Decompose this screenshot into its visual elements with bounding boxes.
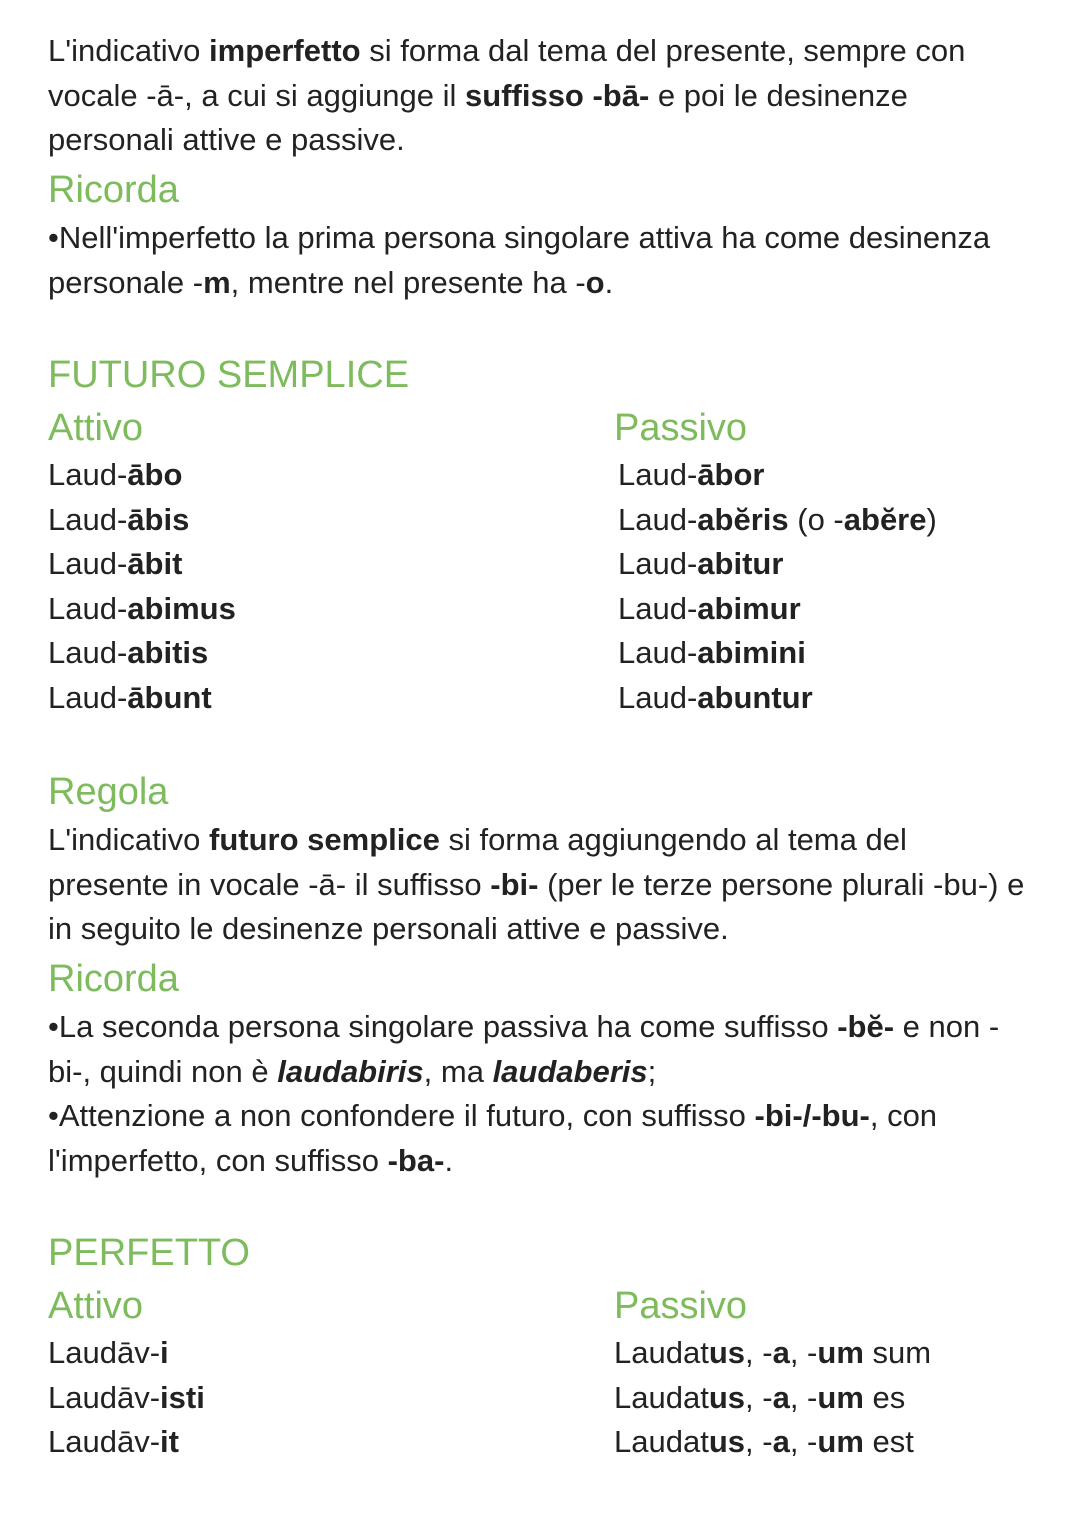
ending: abitur [697,546,784,582]
conjugation-row [48,631,208,676]
italic-term: laudabiris [277,1053,424,1089]
conjugation-row [614,1420,914,1465]
stem: Laud- [48,590,128,626]
ending: ābit [127,546,183,582]
ricorda-section-2 [48,955,1032,1183]
stem: (o - [788,501,844,537]
conjugation-row [614,1331,931,1376]
text: •La seconda persona singolare passiva ha come suffisso [48,1009,838,1044]
stem: ) [926,501,937,537]
conjugation-row [48,453,182,498]
ending: i [160,1335,169,1370]
stem: Laudat [614,1379,709,1415]
stem: , - [745,1335,773,1370]
futuro-active-label: Attivo [48,407,144,449]
perfetto-passive-label: Passivo [614,1285,748,1327]
regola-section [48,768,1032,952]
conjugation-row [614,1376,905,1421]
ending: abĕris [697,501,789,537]
stem: Laud- [618,546,698,582]
ending: us [708,1379,746,1415]
stem: Laud- [618,680,698,715]
ending: abimus [127,590,236,626]
ricorda-heading: Ricorda [48,169,179,211]
ending: um [817,1379,864,1415]
futuro-passive-label: Passivo [614,407,748,449]
text: e non -bi-, quindi non è [48,1009,1000,1089]
ending: a [772,1379,790,1415]
ending: isti [160,1379,205,1415]
stem: Laudāv- [48,1424,161,1460]
conjugation-row [48,1376,205,1421]
text: L'indicativo [48,33,210,68]
stem: es [863,1379,906,1415]
ending: a [772,1335,790,1370]
stem: , - [745,1424,773,1460]
perfetto-active-label: Attivo [48,1285,144,1327]
stem: est [863,1424,914,1460]
conjugation-row [618,676,813,721]
conjugation-row [618,587,801,632]
stem: Laud- [48,501,128,537]
stem: Laud- [618,590,698,626]
ending: a [772,1424,790,1460]
text: , con l'imperfetto, con suffisso [48,1098,938,1178]
bold-term: -ba- [387,1142,445,1178]
stem: , - [789,1335,818,1370]
stem: , - [789,1424,818,1460]
bold-term: -bi-/-bu- [754,1098,870,1133]
bold-term: -bi- [490,866,539,902]
bold-term: o [585,264,605,300]
stem: Laudāv- [48,1379,161,1415]
bold-term: m [203,264,231,300]
conjugation-row [618,542,783,587]
stem: Laudāv- [48,1335,161,1370]
ending: ābis [127,501,190,537]
stem: Laud- [48,680,128,715]
text: . [604,264,614,300]
perfetto-heading: PERFETTO [48,1232,250,1274]
ricorda-heading: Ricorda [48,958,179,1000]
ending: abimini [697,635,806,671]
ending: abimur [697,590,801,626]
stem: Laud- [48,546,128,582]
ending: um [817,1424,864,1460]
text: . [444,1142,454,1178]
text: (per le terze persone plurali -bu-) e in seguito le desinenze personali attive e passive. [48,866,1025,946]
ending: it [160,1424,179,1460]
text: , mentre nel presente ha - [230,264,586,300]
conjugation-row [48,587,236,632]
conjugation-row [48,676,212,721]
ending: abĕre [843,501,927,537]
conjugation-row [48,498,189,543]
text: e poi le desinenze personali attive e passive. [48,77,908,157]
italic-term: laudaberis [492,1053,648,1089]
conjugation-row [618,631,806,676]
stem: , - [745,1379,773,1415]
bold-term: futuro semplice [209,822,440,857]
bold-term: -bĕ- [837,1009,895,1044]
ending: ābunt [127,680,212,715]
stem: sum [863,1335,932,1370]
text: L'indicativo [48,822,210,857]
conjugation-row [48,1331,169,1376]
conjugation-row [618,453,764,498]
conjugation-row [48,1420,179,1465]
ending: ābor [697,457,765,492]
ending: ābo [127,457,183,492]
intro-paragraph [48,29,1032,163]
text: ; [647,1053,657,1089]
stem: , - [789,1379,818,1415]
stem: Laudat [614,1424,709,1460]
text: •Nell'imperfetto la prima persona singolare attiva ha come desinenza personale - [48,220,991,300]
text: si forma dal tema del presente, sempre con vocale -ā-, a cui si aggiunge il [48,33,966,113]
ending: um [817,1335,864,1370]
bold-term: imperfetto [209,33,361,68]
conjugation-row [48,542,182,587]
text: , ma [423,1053,493,1089]
ending: us [708,1335,746,1370]
bold-term: suffisso -bā- [465,77,650,113]
text: •Attenzione a non confondere il futuro, con suffisso [48,1098,755,1133]
futuro-heading: FUTURO SEMPLICE [48,354,410,396]
stem: Laud- [618,501,698,537]
text: si forma aggiungendo al tema del presente in vocale -ā- il suffisso [48,822,907,902]
stem: Laud- [48,457,128,492]
stem: Laud- [618,635,698,671]
ending: abuntur [697,680,813,715]
stem: Laud- [48,635,128,671]
stem: Laudat [614,1335,709,1370]
stem: Laud- [618,457,698,492]
regola-heading: Regola [48,771,169,813]
ending: abitis [127,635,209,671]
ending: us [708,1424,746,1460]
ricorda-section-1 [48,166,1032,305]
conjugation-row [618,498,937,543]
